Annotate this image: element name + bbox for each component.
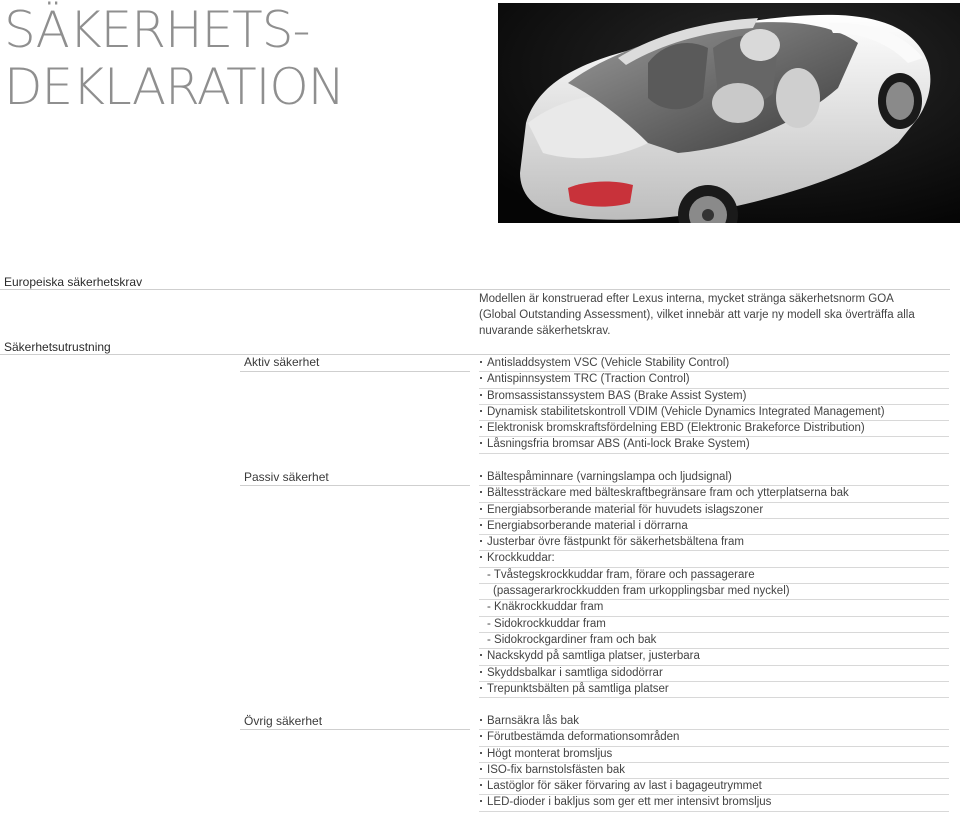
passive-safety-rule [240,485,470,486]
section-equipment-label: Säkerhetsutrustning [4,340,111,354]
title-line-1: SÄKERHETS- [4,1,310,59]
passive-safety-label: Passiv säkerhet [244,470,329,484]
row-separator [479,729,949,730]
list-sub-item: (passagerarkrockkudden fram urkopplingsbar med nyckel) [493,585,790,598]
row-separator [479,778,949,779]
list-item: Lastöglor för säker förvaring av last i bagageutrymmet [479,778,949,794]
row-separator [479,436,949,437]
row-separator [479,794,949,795]
active-safety-label: Aktiv säkerhet [244,355,320,369]
row-separator [479,388,949,389]
row-separator [479,746,949,747]
row-separator [479,534,949,535]
row-separator [479,485,949,486]
list-item: Antisladdsystem VSC (Vehicle Stability Control) [479,355,949,371]
list-item: Barnsäkra lås bak [479,713,949,729]
page-title [4,2,344,116]
other-safety-rule [240,729,470,730]
list-sub-item: - Tvåstegskrockkuddar fram, förare och passagerare [487,568,755,581]
row-separator [479,550,949,551]
row-separator [479,502,949,503]
list-item: Energiabsorberande material för huvudets islagszoner [479,502,949,518]
list-item: Bältespåminnare (varningslampa och ljudsignal) [479,469,949,485]
list-item: Dynamisk stabilitetskontroll VDIM (Vehicle Dynamics Integrated Management) [479,404,949,420]
row-separator [479,599,949,600]
other-safety-label: Övrig säkerhet [244,714,323,728]
row-separator [479,453,949,454]
row-separator [479,518,949,519]
active-safety-rule [240,371,470,372]
row-separator [479,616,949,617]
section-eu-label: Europeiska säkerhetskrav [4,275,143,289]
row-separator [479,420,949,421]
list-item: Förutbestämda deformationsområden [479,729,949,745]
list-item: Bältessträckare med bälteskraftbegränsare fram och ytterplatserna bak [479,485,949,501]
row-separator [479,371,949,372]
list-item: Nackskydd på samtliga platser, justerbara [479,648,949,664]
list-item: Trepunktsbälten på samtliga platser [479,681,949,697]
row-separator [479,697,949,698]
row-separator [479,811,949,812]
row-separator [479,583,949,584]
list-sub-item: - Knäkrockkuddar fram [487,601,604,614]
list-item: Skyddsbalkar i samtliga sidodörrar [479,665,949,681]
row-separator [479,648,949,649]
row-separator [479,762,949,763]
intro-text: Modellen är konstruerad efter Lexus interna, mycket stränga säkerhetsnorm GOA (Global Outstanding Assessment), vilket innebär att varje ny modell ska överträffa alla nuvarande säkerhetskrav. [479,293,915,337]
row-separator [479,404,949,405]
list-item: ISO-fix barnstolsfästen bak [479,762,949,778]
row-separator [479,665,949,666]
car-cutaway-image [498,3,960,223]
list-sub-item: - Sidokrockgardiner fram och bak [487,633,657,646]
list-item: Elektronisk bromskraftsfördelning EBD (Elektronic Brakeforce Distribution) [479,420,949,436]
list-item: Högt monterat bromsljus [479,746,949,762]
title-line-2: DEKLARATION [4,58,345,116]
list-sub-item: - Sidokrockkuddar fram [487,617,606,630]
row-separator [479,567,949,568]
list-item: Antispinnsystem TRC (Traction Control) [479,371,949,387]
list-item: Energiabsorberande material i dörrarna [479,518,949,534]
row-separator [479,681,949,682]
list-item: Bromsassistanssystem BAS (Brake Assist System) [479,388,949,404]
list-item: Krockkuddar: [479,550,949,566]
list-item: Justerbar övre fästpunkt för säkerhetsbältena fram [479,534,949,550]
section-eu-rule [0,289,950,290]
list-item: Låsningsfria bromsar ABS (Anti-lock Brake System) [479,436,949,452]
list-item: LED-dioder i bakljus som ger ett mer intensivt bromsljus [479,794,949,810]
row-separator [479,632,949,633]
